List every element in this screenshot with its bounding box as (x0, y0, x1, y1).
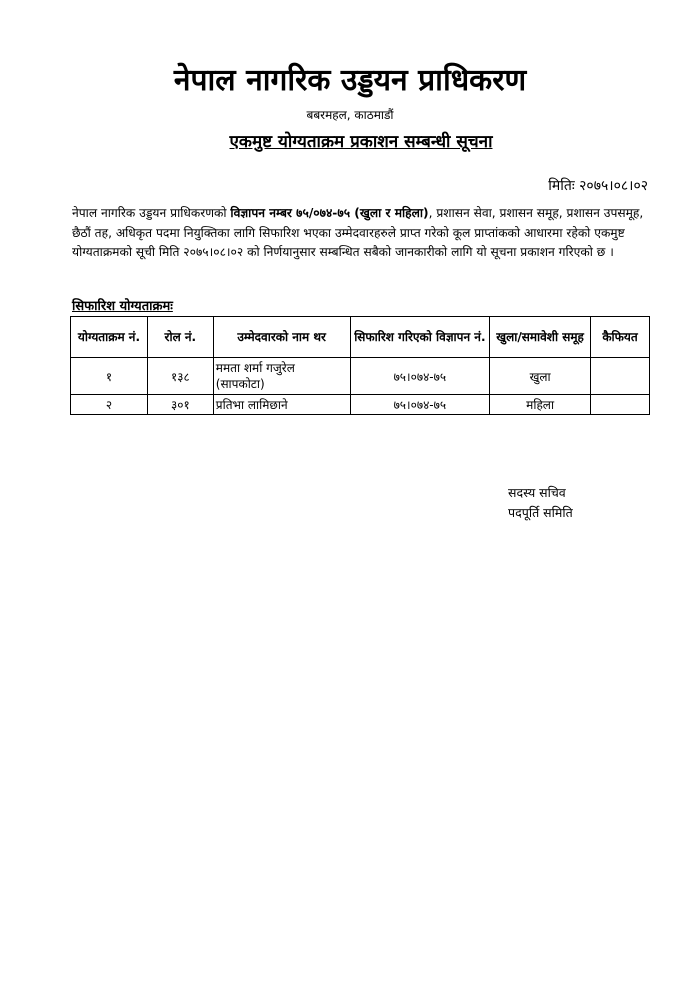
cell-remarks (591, 358, 650, 395)
signature-committee: पदपूर्ति समिति (508, 505, 573, 520)
header-merit-no: योग्यताक्रम नं. (71, 317, 148, 358)
header-candidate-name: उम्मेदवारको नाम थर (213, 317, 350, 358)
body-text-part2: , प्रशासन सेवा, प्रशासन समूह, प्रशासन उपसमूह, छैठौं तह, अधिकृत पदमा नियुक्तिका लागि सिफारिश भएका उम्मेदवारहरुले प्राप्त गरेको कूल प्राप्तांकको आधारमा रहेको एकमुष्ट योग्यताक्रमको सूची मिति २०७५।०८।०२ को निर्णयानुसार सम्बन्धित सबैको जानकारीको लागि यो सूचना प्रकाशन गरिएको छ । (72, 206, 644, 259)
cell-advertisement-no: ७५।०७४-७५ (350, 358, 490, 395)
table-row (71, 358, 650, 395)
cell-group: महिला (490, 395, 591, 415)
cell-remarks (591, 395, 650, 415)
table-row (71, 395, 650, 415)
org-address: बबरमहल, काठमाडौं (306, 108, 394, 122)
notice-date: मितिः २०७५।०८।०२ (548, 178, 648, 194)
header-group: खुला/समावेशी समूह (490, 317, 591, 358)
notice-body (72, 204, 648, 263)
header-remarks: कैफियत (591, 317, 650, 358)
cell-roll-no: १३८ (147, 358, 213, 395)
header-roll-no: रोल नं. (147, 317, 213, 358)
cell-merit-no: १ (71, 358, 148, 395)
cell-group: खुला (490, 358, 591, 395)
org-name-title: नेपाल नागरिक उड्डयन प्राधिकरण (173, 63, 527, 98)
table-header-row (71, 317, 650, 358)
advertisement-number: विज्ञापन नम्बर ७५/०७४-७५ (खुला र महिला) (230, 206, 429, 220)
section-title: सिफारिश योग्यताक्रमः (72, 299, 173, 314)
cell-merit-no: २ (71, 395, 148, 415)
notice-subject: एकमुष्ट योग्यताक्रम प्रकाशन सम्बन्धी सूचना (229, 132, 493, 152)
signature-title: सदस्य सचिव (508, 485, 566, 500)
cell-candidate-name: ममता शर्मा गजुरेल (सापकोटा) (213, 358, 350, 395)
body-text-part1: नेपाल नागरिक उड्डयन प्राधिकरणको (72, 206, 231, 220)
signature-block (508, 483, 573, 523)
cell-roll-no: ३०१ (147, 395, 213, 415)
cell-candidate-name: प्रतिभा लामिछाने (213, 395, 350, 415)
header-advertisement-no: सिफारिश गरिएको विज्ञापन नं. (350, 317, 490, 358)
cell-advertisement-no: ७५।०७४-७५ (350, 395, 490, 415)
merit-list-table (70, 316, 650, 415)
